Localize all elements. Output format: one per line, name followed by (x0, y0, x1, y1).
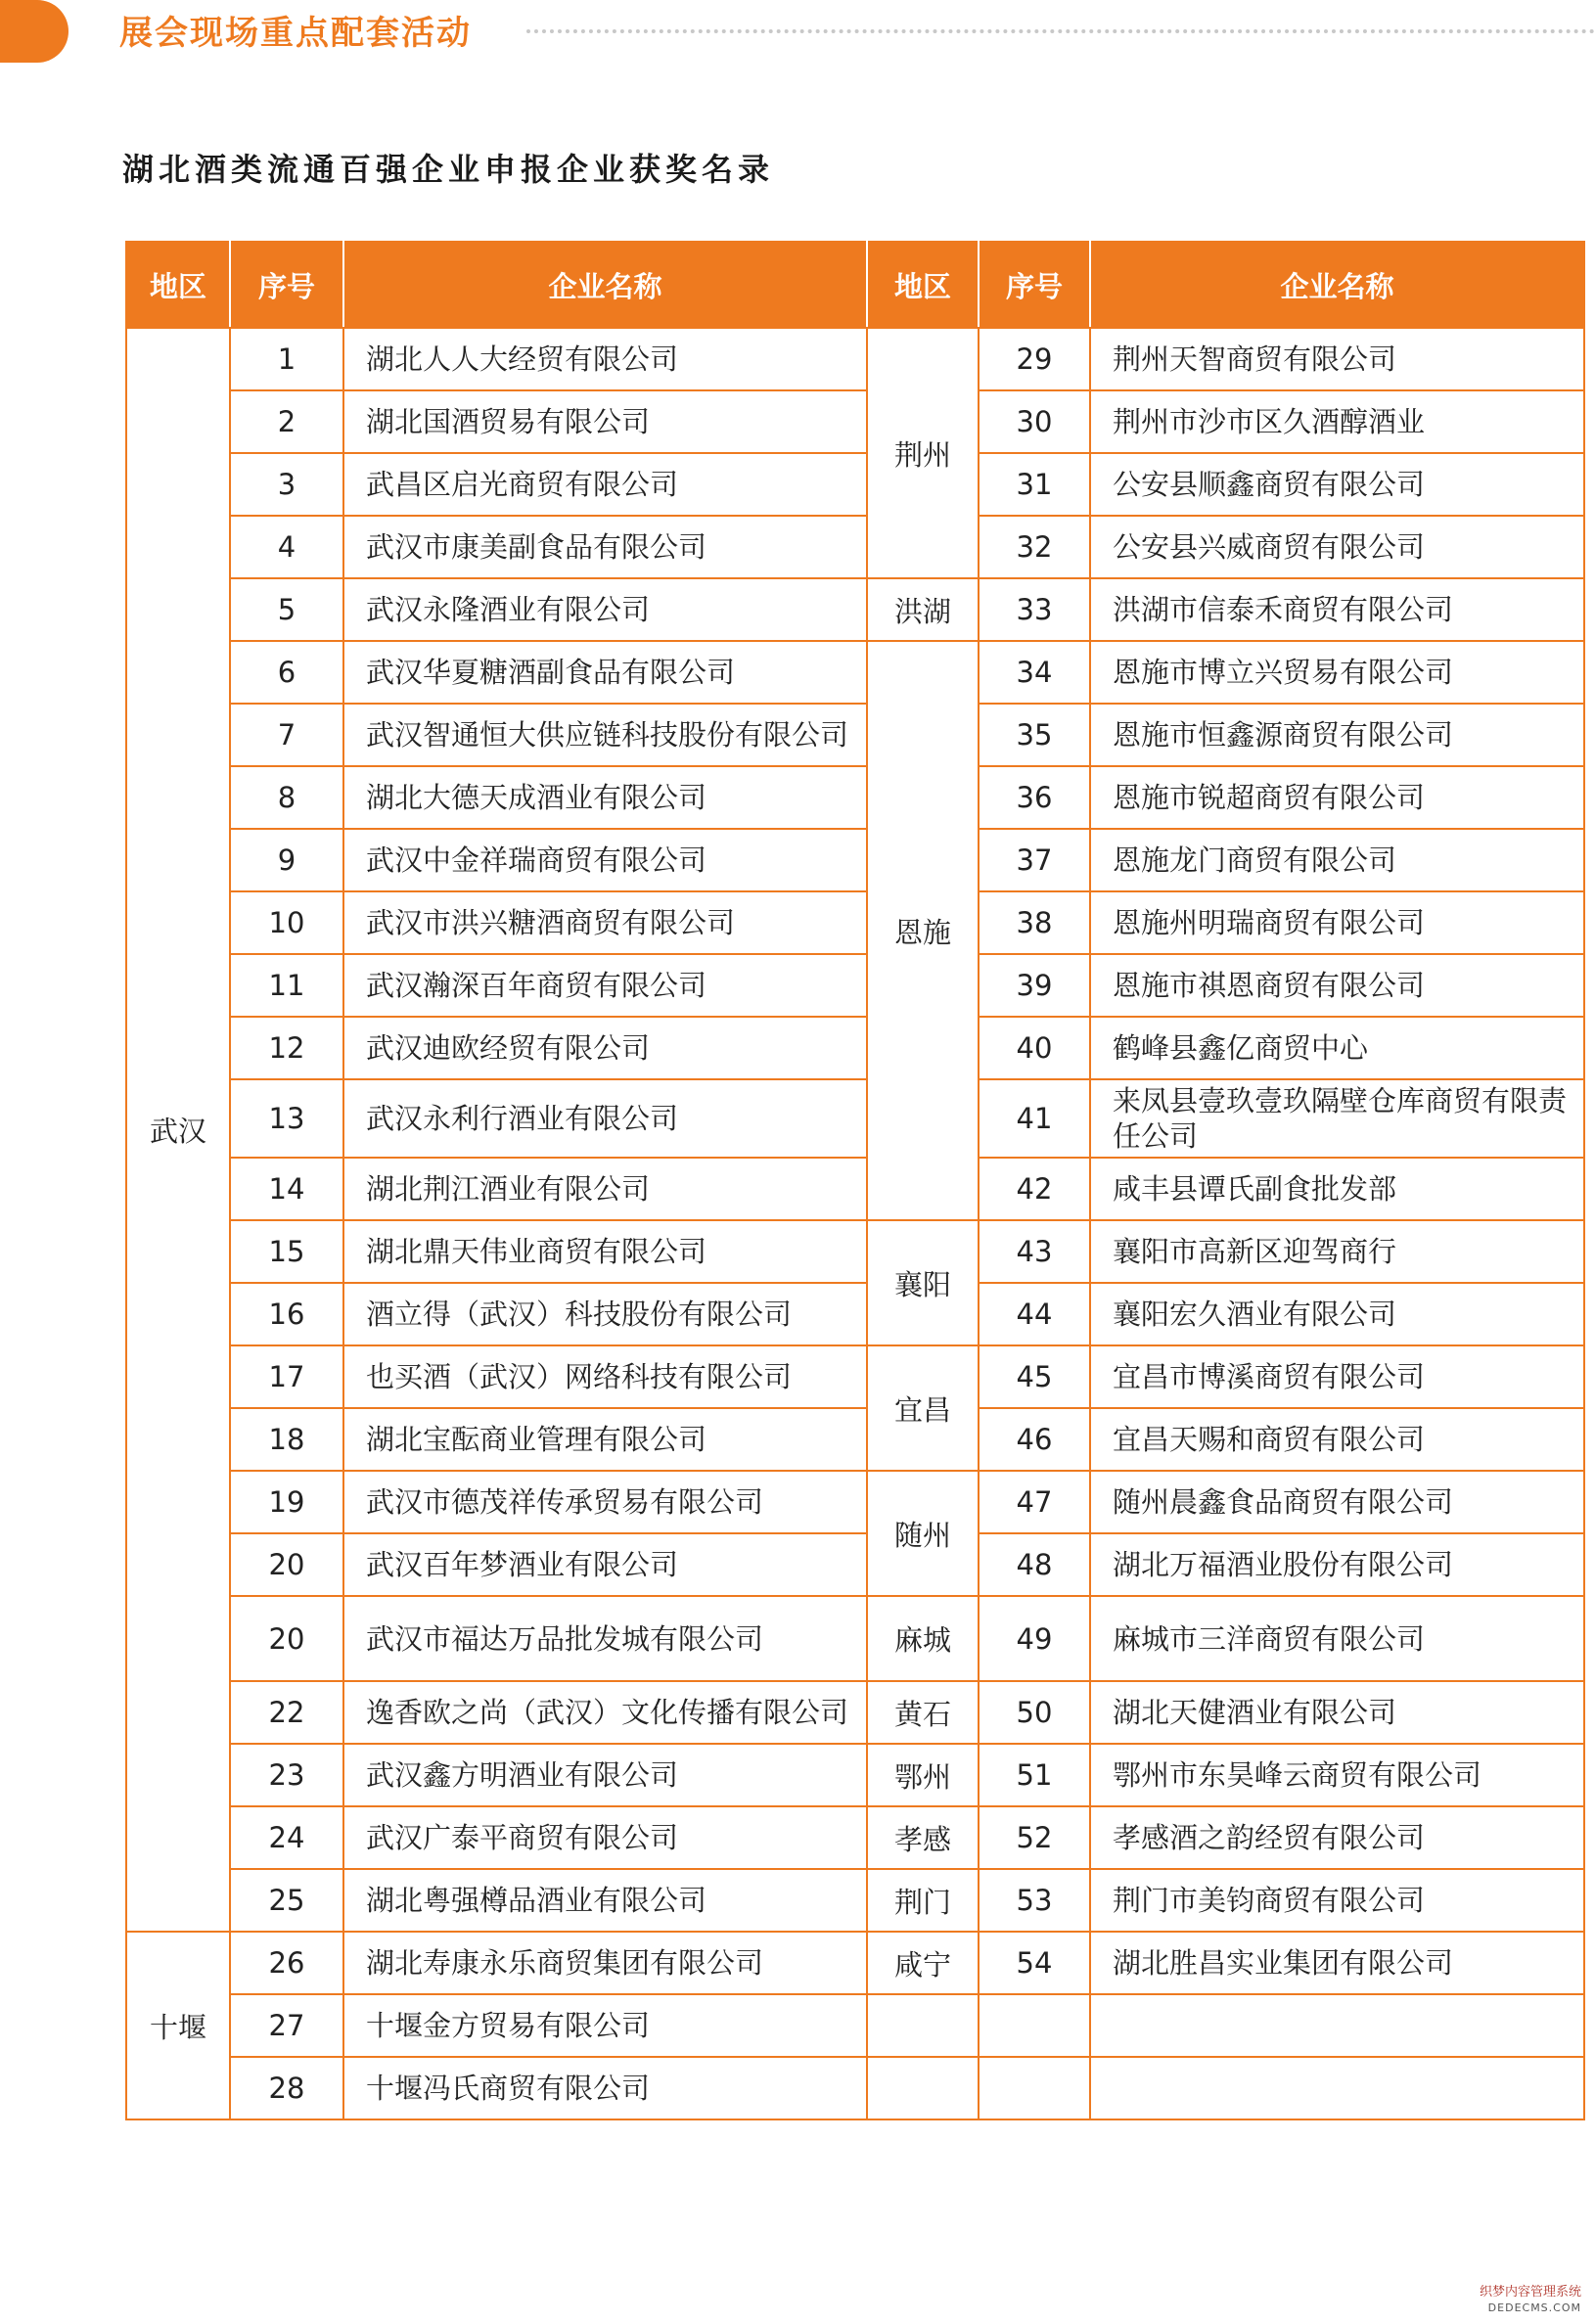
region-cell-xiangyang: 襄阳 (867, 1220, 979, 1345)
document-title: 湖北酒类流通百强企业申报企业获奖名录 (122, 151, 775, 188)
row-index: 27 (230, 1994, 343, 2057)
row-index: 24 (230, 1806, 343, 1869)
company-name: 武汉广泰平商贸有限公司 (343, 1806, 867, 1869)
company-name: 十堰金方贸易有限公司 (343, 1994, 867, 2057)
region-cell-xiaogan: 孝感 (867, 1806, 979, 1869)
table-row (126, 641, 1584, 704)
row-index: 12 (230, 1017, 343, 1079)
row-index: 42 (979, 1158, 1090, 1220)
company-name: 武汉永利行酒业有限公司 (343, 1079, 867, 1158)
table-row (126, 1158, 1584, 1220)
table-row (126, 1471, 1584, 1533)
company-name: 武汉智通恒大供应链科技股份有限公司 (343, 704, 867, 766)
row-index: 25 (230, 1869, 343, 1932)
company-name: 湖北粤强樽品酒业有限公司 (343, 1869, 867, 1932)
company-name: 酒立得（武汉）科技股份有限公司 (343, 1283, 867, 1345)
company-name: 武汉永隆酒业有限公司 (343, 578, 867, 641)
row-index: 5 (230, 578, 343, 641)
row-index: 46 (979, 1408, 1090, 1471)
row-index: 8 (230, 766, 343, 829)
company-name: 宜昌市博溪商贸有限公司 (1090, 1345, 1584, 1408)
company-name: 武汉华夏糖酒副食品有限公司 (343, 641, 867, 704)
row-index: 20 (230, 1596, 343, 1681)
company-name: 恩施州明瑞商贸有限公司 (1090, 891, 1584, 954)
company-name: 武汉市德茂祥传承贸易有限公司 (343, 1471, 867, 1533)
table-row (126, 2057, 1584, 2119)
company-name: 湖北宝酝商业管理有限公司 (343, 1408, 867, 1471)
region-cell-enshi: 恩施 (867, 641, 979, 1220)
table-row (126, 704, 1584, 766)
company-name: 十堰冯氏商贸有限公司 (343, 2057, 867, 2119)
row-index: 13 (230, 1079, 343, 1158)
company-name: 鹤峰县鑫亿商贸中心 (1090, 1017, 1584, 1079)
company-name: 恩施市锐超商贸有限公司 (1090, 766, 1584, 829)
row-index: 18 (230, 1408, 343, 1471)
company-name: 武汉瀚深百年商贸有限公司 (343, 954, 867, 1017)
company-name: 恩施市恒鑫源商贸有限公司 (1090, 704, 1584, 766)
company-name: 武汉中金祥瑞商贸有限公司 (343, 829, 867, 891)
company-name: 襄阳宏久酒业有限公司 (1090, 1283, 1584, 1345)
company-name: 湖北大德天成酒业有限公司 (343, 766, 867, 829)
company-name: 湖北天健酒业有限公司 (1090, 1681, 1584, 1744)
company-name: 咸丰县谭氏副食批发部 (1090, 1158, 1584, 1220)
header-index-left: 序号 (230, 242, 343, 328)
table-row (126, 1869, 1584, 1932)
company-name: 荆州天智商贸有限公司 (1090, 328, 1584, 390)
row-index: 14 (230, 1158, 343, 1220)
company-name: 襄阳市高新区迎驾商行 (1090, 1220, 1584, 1283)
table-row (126, 954, 1584, 1017)
table-row (126, 328, 1584, 390)
table-row (126, 1744, 1584, 1806)
table-row (126, 1596, 1584, 1681)
company-name: 荆门市美钧商贸有限公司 (1090, 1869, 1584, 1932)
company-name: 来凤县壹玖壹玖隔壁仓库商贸有限责任公司 (1090, 1079, 1584, 1158)
company-name: 恩施市博立兴贸易有限公司 (1090, 641, 1584, 704)
row-index: 32 (979, 516, 1090, 578)
row-index: 50 (979, 1681, 1090, 1744)
header-company-right: 企业名称 (1090, 242, 1584, 328)
row-index: 40 (979, 1017, 1090, 1079)
row-index: 41 (979, 1079, 1090, 1158)
company-name: 公安县顺鑫商贸有限公司 (1090, 453, 1584, 516)
row-index: 30 (979, 390, 1090, 453)
row-index: 51 (979, 1744, 1090, 1806)
row-index: 33 (979, 578, 1090, 641)
row-index: 2 (230, 390, 343, 453)
company-name: 湖北人人大经贸有限公司 (343, 328, 867, 390)
row-index: 28 (230, 2057, 343, 2119)
row-index: 10 (230, 891, 343, 954)
company-name: 宜昌天赐和商贸有限公司 (1090, 1408, 1584, 1471)
region-cell-suizhou: 随州 (867, 1471, 979, 1596)
row-index: 47 (979, 1471, 1090, 1533)
watermark-text: 织梦内容管理系统 (1479, 2285, 1581, 2300)
region-cell-xianning: 咸宁 (867, 1932, 979, 1994)
table-row (126, 766, 1584, 829)
row-index: 35 (979, 704, 1090, 766)
row-index: 29 (979, 328, 1090, 390)
company-name: 恩施市祺恩商贸有限公司 (1090, 954, 1584, 1017)
row-index: 49 (979, 1596, 1090, 1681)
empty-cell (979, 1994, 1090, 2057)
row-index: 53 (979, 1869, 1090, 1932)
table-row (126, 1932, 1584, 1994)
region-cell-huangshi: 黄石 (867, 1681, 979, 1744)
banner-tab (0, 0, 68, 63)
row-index: 7 (230, 704, 343, 766)
empty-cell (979, 2057, 1090, 2119)
empty-cell (867, 2057, 979, 2119)
company-name: 也买酒（武汉）网络科技有限公司 (343, 1345, 867, 1408)
table-row (126, 1283, 1584, 1345)
watermark-domain: DEDECMS.COM (1487, 2301, 1581, 2314)
table-row (126, 390, 1584, 453)
company-name: 武汉市康美副食品有限公司 (343, 516, 867, 578)
company-name: 湖北寿康永乐商贸集团有限公司 (343, 1932, 867, 1994)
row-index: 22 (230, 1681, 343, 1744)
row-index: 48 (979, 1533, 1090, 1596)
table-row (126, 1806, 1584, 1869)
row-index: 38 (979, 891, 1090, 954)
row-index: 44 (979, 1283, 1090, 1345)
table-row (126, 1533, 1584, 1596)
row-index: 26 (230, 1932, 343, 1994)
region-cell-yichang: 宜昌 (867, 1345, 979, 1471)
company-name: 武昌区启光商贸有限公司 (343, 453, 867, 516)
row-index: 34 (979, 641, 1090, 704)
table-row (126, 516, 1584, 578)
company-name: 麻城市三洋商贸有限公司 (1090, 1596, 1584, 1681)
row-index: 6 (230, 641, 343, 704)
company-name: 湖北国酒贸易有限公司 (343, 390, 867, 453)
company-name: 公安县兴威商贸有限公司 (1090, 516, 1584, 578)
watermark (1480, 2285, 1581, 2316)
company-name: 武汉百年梦酒业有限公司 (343, 1533, 867, 1596)
table-row (126, 1681, 1584, 1744)
table-row (126, 1220, 1584, 1283)
table-row (126, 1017, 1584, 1079)
banner-divider (526, 29, 1595, 33)
row-index: 1 (230, 328, 343, 390)
empty-cell (1090, 1994, 1584, 2057)
table-row (126, 891, 1584, 954)
row-index: 37 (979, 829, 1090, 891)
empty-cell (1090, 2057, 1584, 2119)
table-row (126, 453, 1584, 516)
header-index-right: 序号 (979, 242, 1090, 328)
company-name: 荆州市沙市区久酒醇酒业 (1090, 390, 1584, 453)
row-index: 16 (230, 1283, 343, 1345)
company-name: 武汉鑫方明酒业有限公司 (343, 1744, 867, 1806)
company-name: 武汉市福达万品批发城有限公司 (343, 1596, 867, 1681)
row-index: 19 (230, 1471, 343, 1533)
row-index: 3 (230, 453, 343, 516)
row-index: 11 (230, 954, 343, 1017)
region-cell-wuhan: 武汉 (126, 328, 230, 1932)
row-index: 20 (230, 1533, 343, 1596)
row-index: 15 (230, 1220, 343, 1283)
table-row (126, 1345, 1584, 1408)
row-index: 45 (979, 1345, 1090, 1408)
row-index: 54 (979, 1932, 1090, 1994)
company-name: 洪湖市信泰禾商贸有限公司 (1090, 578, 1584, 641)
row-index: 36 (979, 766, 1090, 829)
row-index: 9 (230, 829, 343, 891)
header-company-left: 企业名称 (343, 242, 867, 328)
region-cell-honghu: 洪湖 (867, 578, 979, 641)
row-index: 52 (979, 1806, 1090, 1869)
header-region-right: 地区 (867, 242, 979, 328)
company-name: 恩施龙门商贸有限公司 (1090, 829, 1584, 891)
table-row (126, 829, 1584, 891)
row-index: 17 (230, 1345, 343, 1408)
row-index: 43 (979, 1220, 1090, 1283)
company-name: 武汉市洪兴糖酒商贸有限公司 (343, 891, 867, 954)
table-row (126, 1079, 1584, 1158)
table-row (126, 1408, 1584, 1471)
region-cell-ezhou: 鄂州 (867, 1744, 979, 1806)
row-index: 31 (979, 453, 1090, 516)
company-name: 湖北荆江酒业有限公司 (343, 1158, 867, 1220)
company-name: 随州晨鑫食品商贸有限公司 (1090, 1471, 1584, 1533)
table-header-row (126, 242, 1584, 328)
region-cell-shiyan: 十堰 (126, 1932, 230, 2119)
row-index: 4 (230, 516, 343, 578)
table-row (126, 1994, 1584, 2057)
row-index: 39 (979, 954, 1090, 1017)
header-region-left: 地区 (126, 242, 230, 328)
region-cell-jingzhou: 荆州 (867, 328, 979, 578)
company-name: 鄂州市东昊峰云商贸有限公司 (1090, 1744, 1584, 1806)
banner-title: 展会现场重点配套活动 (119, 14, 472, 53)
company-name: 湖北鼎天伟业商贸有限公司 (343, 1220, 867, 1283)
company-name: 逸香欧之尚（武汉）文化传播有限公司 (343, 1681, 867, 1744)
company-name: 湖北胜昌实业集团有限公司 (1090, 1932, 1584, 1994)
company-name: 武汉迪欧经贸有限公司 (343, 1017, 867, 1079)
row-index: 23 (230, 1744, 343, 1806)
table-row (126, 578, 1584, 641)
company-name: 孝感酒之韵经贸有限公司 (1090, 1806, 1584, 1869)
region-cell-jingmen: 荆门 (867, 1869, 979, 1932)
region-cell-macheng: 麻城 (867, 1596, 979, 1681)
award-table (125, 241, 1585, 2120)
empty-cell (867, 1994, 979, 2057)
company-name: 湖北万福酒业股份有限公司 (1090, 1533, 1584, 1596)
